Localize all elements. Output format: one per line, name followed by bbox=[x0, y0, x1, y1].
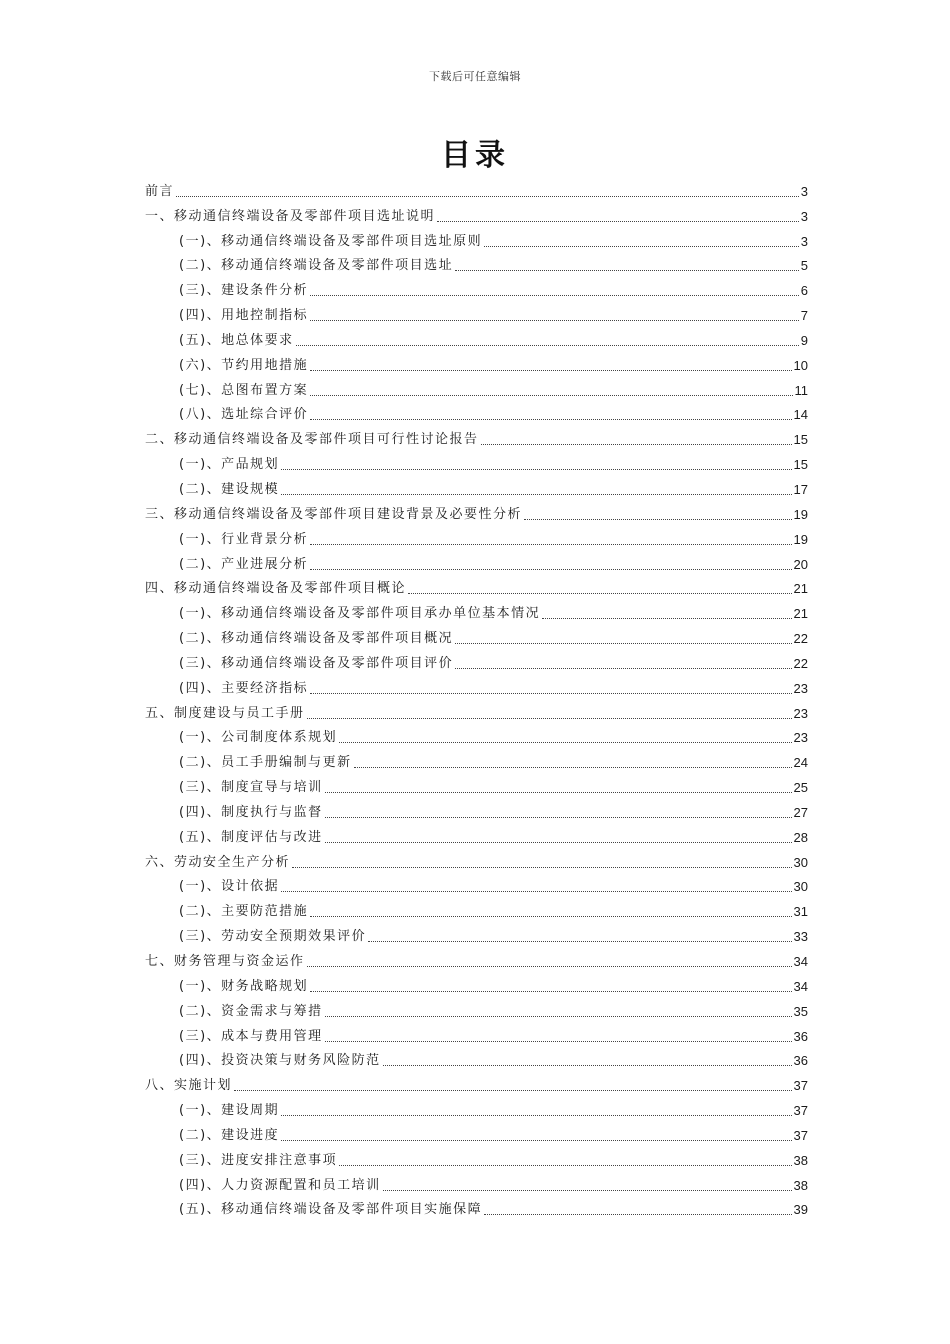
toc-entry-label: (二)、建设规模 bbox=[179, 481, 280, 497]
toc-page-number: 6 bbox=[800, 283, 808, 299]
toc-entry-label: 三、移动通信终端设备及零部件项目建设背景及必要性分析 bbox=[145, 506, 523, 522]
toc-entry-label: (二)、员工手册编制与更新 bbox=[179, 755, 352, 771]
toc-dot-leader bbox=[292, 866, 792, 868]
toc-page-number: 30 bbox=[793, 854, 808, 870]
toc-page-number: 14 bbox=[793, 407, 808, 423]
toc-dot-leader bbox=[408, 592, 792, 594]
toc-dot-leader bbox=[310, 369, 791, 371]
toc-entry-label: (一)、设计依据 bbox=[179, 879, 280, 895]
toc-chapter-entry[interactable] bbox=[145, 946, 808, 971]
toc-section-entry[interactable] bbox=[145, 325, 808, 350]
toc-dot-leader bbox=[339, 1164, 791, 1166]
toc-section-entry[interactable] bbox=[145, 921, 808, 946]
toc-entry-label: (四)、投资决策与财务风险防范 bbox=[179, 1053, 381, 1069]
toc-section-entry[interactable] bbox=[145, 400, 808, 425]
toc-entry-label: 四、移动通信终端设备及零部件项目概论 bbox=[145, 581, 407, 597]
toc-section-entry[interactable] bbox=[145, 747, 808, 772]
toc-dot-leader bbox=[437, 220, 799, 222]
toc-entry-label: 前言 bbox=[145, 183, 175, 199]
toc-dot-leader bbox=[524, 518, 792, 520]
toc-entry-label: (六)、节约用地措施 bbox=[179, 357, 309, 373]
toc-section-entry[interactable] bbox=[145, 1021, 808, 1046]
toc-page-number: 7 bbox=[800, 308, 808, 324]
toc-page-number: 23 bbox=[793, 730, 808, 746]
toc-dot-leader bbox=[176, 195, 799, 197]
toc-entry-label: (三)、进度安排注意事项 bbox=[179, 1152, 338, 1168]
toc-section-entry[interactable] bbox=[145, 524, 808, 549]
toc-entry-label: (三)、劳动安全预期效果评价 bbox=[179, 929, 367, 945]
toc-page-number: 36 bbox=[793, 1053, 808, 1069]
toc-page-number: 3 bbox=[800, 233, 808, 249]
toc-page-number: 38 bbox=[793, 1152, 808, 1168]
toc-chapter-entry[interactable] bbox=[145, 1070, 808, 1095]
toc-entry-label: (三)、建设条件分析 bbox=[179, 283, 309, 299]
toc-section-entry[interactable] bbox=[145, 1120, 808, 1145]
toc-dot-leader bbox=[310, 394, 792, 396]
toc-section-entry[interactable] bbox=[145, 648, 808, 673]
toc-dot-leader bbox=[310, 915, 791, 917]
toc-section-entry[interactable] bbox=[145, 896, 808, 921]
toc-page-number: 23 bbox=[793, 705, 808, 721]
toc-entry-label: 六、劳动安全生产分析 bbox=[145, 854, 291, 870]
toc-dot-leader bbox=[368, 940, 791, 942]
toc-page-number: 9 bbox=[800, 332, 808, 348]
toc-dot-leader bbox=[310, 319, 799, 321]
toc-entry-label: (四)、制度执行与监督 bbox=[179, 804, 323, 820]
toc-page-number: 37 bbox=[793, 1078, 808, 1094]
toc-entry-label: (一)、行业背景分析 bbox=[179, 531, 309, 547]
toc-dot-leader bbox=[325, 1015, 792, 1017]
toc-entry-label: (一)、产品规划 bbox=[179, 457, 280, 473]
toc-section-entry[interactable] bbox=[145, 673, 808, 698]
toc-dot-leader bbox=[234, 1089, 792, 1091]
toc-page-number: 15 bbox=[793, 457, 808, 473]
toc-entry-label: (一)、移动通信终端设备及零部件项目承办单位基本情况 bbox=[179, 606, 541, 622]
toc-dot-leader bbox=[310, 418, 791, 420]
toc-page-number: 39 bbox=[793, 1202, 808, 1218]
toc-page-number: 24 bbox=[793, 755, 808, 771]
toc-page-number: 28 bbox=[793, 829, 808, 845]
toc-section-entry[interactable] bbox=[145, 474, 808, 499]
toc-page-number: 22 bbox=[793, 655, 808, 671]
toc-page-number: 22 bbox=[793, 631, 808, 647]
toc-section-entry[interactable] bbox=[145, 797, 808, 822]
toc-dot-leader bbox=[296, 344, 799, 346]
toc-entry-label: (一)、移动通信终端设备及零部件项目选址原则 bbox=[179, 233, 483, 249]
toc-chapter-entry[interactable] bbox=[145, 847, 808, 872]
toc-page-number: 37 bbox=[793, 1103, 808, 1119]
toc-section-entry[interactable] bbox=[145, 598, 808, 623]
toc-entry-label: (二)、建设进度 bbox=[179, 1127, 280, 1143]
toc-section-entry[interactable] bbox=[145, 1195, 808, 1220]
toc-dot-leader bbox=[325, 1040, 792, 1042]
toc-dot-leader bbox=[325, 791, 792, 793]
toc-page-number: 10 bbox=[793, 357, 808, 373]
toc-entry-label: (七)、总图布置方案 bbox=[179, 382, 309, 398]
toc-dot-leader bbox=[325, 816, 792, 818]
toc-dot-leader bbox=[310, 568, 791, 570]
toc-page-number: 19 bbox=[793, 506, 808, 522]
toc-page-number: 3 bbox=[800, 208, 808, 224]
toc-entry-label: (三)、移动通信终端设备及零部件项目评价 bbox=[179, 655, 454, 671]
toc-dot-leader bbox=[455, 642, 791, 644]
toc-page-number: 34 bbox=[793, 954, 808, 969]
toc-page-number: 23 bbox=[793, 680, 808, 696]
toc-section-entry[interactable] bbox=[145, 996, 808, 1021]
toc-dot-leader bbox=[281, 1114, 791, 1116]
toc-entry-label: (二)、移动通信终端设备及零部件项目概况 bbox=[179, 631, 454, 647]
toc-entry-label: 一、移动通信终端设备及零部件项目选址说明 bbox=[145, 208, 436, 224]
toc-dot-leader bbox=[310, 692, 791, 694]
toc-section-entry[interactable] bbox=[145, 300, 808, 325]
table-of-contents bbox=[145, 176, 808, 1219]
toc-title: 目录 bbox=[441, 138, 509, 173]
toc-entry-label: (一)、公司制度体系规划 bbox=[179, 730, 338, 746]
toc-entry-label: 七、财务管理与资金运作 bbox=[145, 954, 305, 969]
toc-page-number: 25 bbox=[793, 780, 808, 796]
toc-section-entry[interactable] bbox=[145, 971, 808, 996]
toc-page-number: 20 bbox=[793, 556, 808, 572]
toc-section-entry[interactable] bbox=[145, 723, 808, 748]
toc-dot-leader bbox=[325, 841, 792, 843]
toc-page-number: 38 bbox=[793, 1177, 808, 1193]
toc-section-entry[interactable] bbox=[145, 251, 808, 276]
toc-entry-label: 二、移动通信终端设备及零部件项目可行性讨论报告 bbox=[145, 432, 479, 448]
toc-chapter-entry[interactable] bbox=[145, 499, 808, 524]
toc-chapter-entry[interactable] bbox=[145, 176, 808, 201]
toc-page-number: 34 bbox=[793, 978, 808, 994]
toc-dot-leader bbox=[484, 245, 799, 247]
toc-section-entry[interactable] bbox=[145, 549, 808, 574]
toc-page-number: 33 bbox=[793, 929, 808, 945]
toc-chapter-entry[interactable] bbox=[145, 424, 808, 449]
toc-entry-label: (四)、主要经济指标 bbox=[179, 680, 309, 696]
toc-dot-leader bbox=[310, 294, 799, 296]
toc-page-number: 27 bbox=[793, 804, 808, 820]
toc-page-number: 30 bbox=[793, 879, 808, 895]
toc-section-entry[interactable] bbox=[145, 872, 808, 897]
toc-page-number: 35 bbox=[793, 1003, 808, 1019]
toc-section-entry[interactable] bbox=[145, 375, 808, 400]
toc-page-number: 21 bbox=[793, 581, 808, 597]
toc-page-number: 36 bbox=[793, 1028, 808, 1044]
toc-dot-leader bbox=[455, 667, 791, 669]
toc-dot-leader bbox=[281, 1139, 791, 1141]
toc-chapter-entry[interactable] bbox=[145, 574, 808, 599]
toc-section-entry[interactable] bbox=[145, 226, 808, 251]
toc-page-number: 19 bbox=[793, 531, 808, 547]
toc-entry-label: (八)、选址综合评价 bbox=[179, 407, 309, 423]
toc-page-number: 31 bbox=[793, 904, 808, 920]
toc-dot-leader bbox=[354, 766, 792, 768]
toc-section-entry[interactable] bbox=[145, 1145, 808, 1170]
toc-entry-label: (五)、地总体要求 bbox=[179, 332, 294, 348]
header-note: 下载后可任意编辑 bbox=[429, 70, 521, 83]
toc-section-entry[interactable] bbox=[145, 772, 808, 797]
toc-dot-leader bbox=[455, 269, 799, 271]
toc-entry-label: (四)、人力资源配置和员工培训 bbox=[179, 1177, 381, 1193]
toc-entry-label: (四)、用地控制指标 bbox=[179, 308, 309, 324]
toc-dot-leader bbox=[281, 890, 791, 892]
toc-section-entry[interactable] bbox=[145, 1170, 808, 1195]
toc-entry-label: (二)、移动通信终端设备及零部件项目选址 bbox=[179, 258, 454, 274]
toc-dot-leader bbox=[383, 1189, 792, 1191]
toc-page-number: 11 bbox=[794, 382, 808, 398]
toc-page-number: 21 bbox=[793, 606, 808, 622]
toc-entry-label: (五)、制度评估与改进 bbox=[179, 829, 323, 845]
toc-page-number: 3 bbox=[800, 183, 808, 199]
toc-page-number: 5 bbox=[800, 258, 808, 274]
toc-dot-leader bbox=[481, 443, 792, 445]
toc-dot-leader bbox=[339, 741, 791, 743]
toc-entry-label: (五)、移动通信终端设备及零部件项目实施保障 bbox=[179, 1202, 483, 1218]
toc-dot-leader bbox=[307, 717, 792, 719]
toc-entry-label: (二)、产业进展分析 bbox=[179, 556, 309, 572]
toc-entry-label: (一)、建设周期 bbox=[179, 1103, 280, 1119]
toc-dot-leader bbox=[281, 493, 791, 495]
toc-section-entry[interactable] bbox=[145, 275, 808, 300]
toc-section-entry[interactable] bbox=[145, 623, 808, 648]
toc-page-number: 15 bbox=[793, 432, 808, 448]
toc-dot-leader bbox=[542, 617, 791, 619]
toc-entry-label: (三)、成本与费用管理 bbox=[179, 1028, 323, 1044]
toc-chapter-entry[interactable] bbox=[145, 698, 808, 723]
toc-chapter-entry[interactable] bbox=[145, 201, 808, 226]
toc-entry-label: 五、制度建设与员工手册 bbox=[145, 705, 305, 721]
toc-dot-leader bbox=[310, 990, 791, 992]
toc-entry-label: (二)、主要防范措施 bbox=[179, 904, 309, 920]
toc-dot-leader bbox=[281, 468, 791, 470]
toc-dot-leader bbox=[484, 1213, 791, 1215]
toc-section-entry[interactable] bbox=[145, 1095, 808, 1120]
toc-entry-label: (三)、制度宣导与培训 bbox=[179, 780, 323, 796]
toc-page-number: 17 bbox=[793, 481, 808, 497]
toc-page-number: 37 bbox=[793, 1127, 808, 1143]
toc-section-entry[interactable] bbox=[145, 350, 808, 375]
toc-dot-leader bbox=[310, 543, 791, 545]
toc-entry-label: (二)、资金需求与筹措 bbox=[179, 1003, 323, 1019]
toc-dot-leader bbox=[383, 1064, 792, 1066]
toc-section-entry[interactable] bbox=[145, 822, 808, 847]
toc-entry-label: 八、实施计划 bbox=[145, 1078, 233, 1094]
toc-entry-label: (一)、财务战略规划 bbox=[179, 978, 309, 994]
toc-section-entry[interactable] bbox=[145, 1046, 808, 1071]
toc-dot-leader bbox=[307, 965, 792, 967]
toc-section-entry[interactable] bbox=[145, 449, 808, 474]
